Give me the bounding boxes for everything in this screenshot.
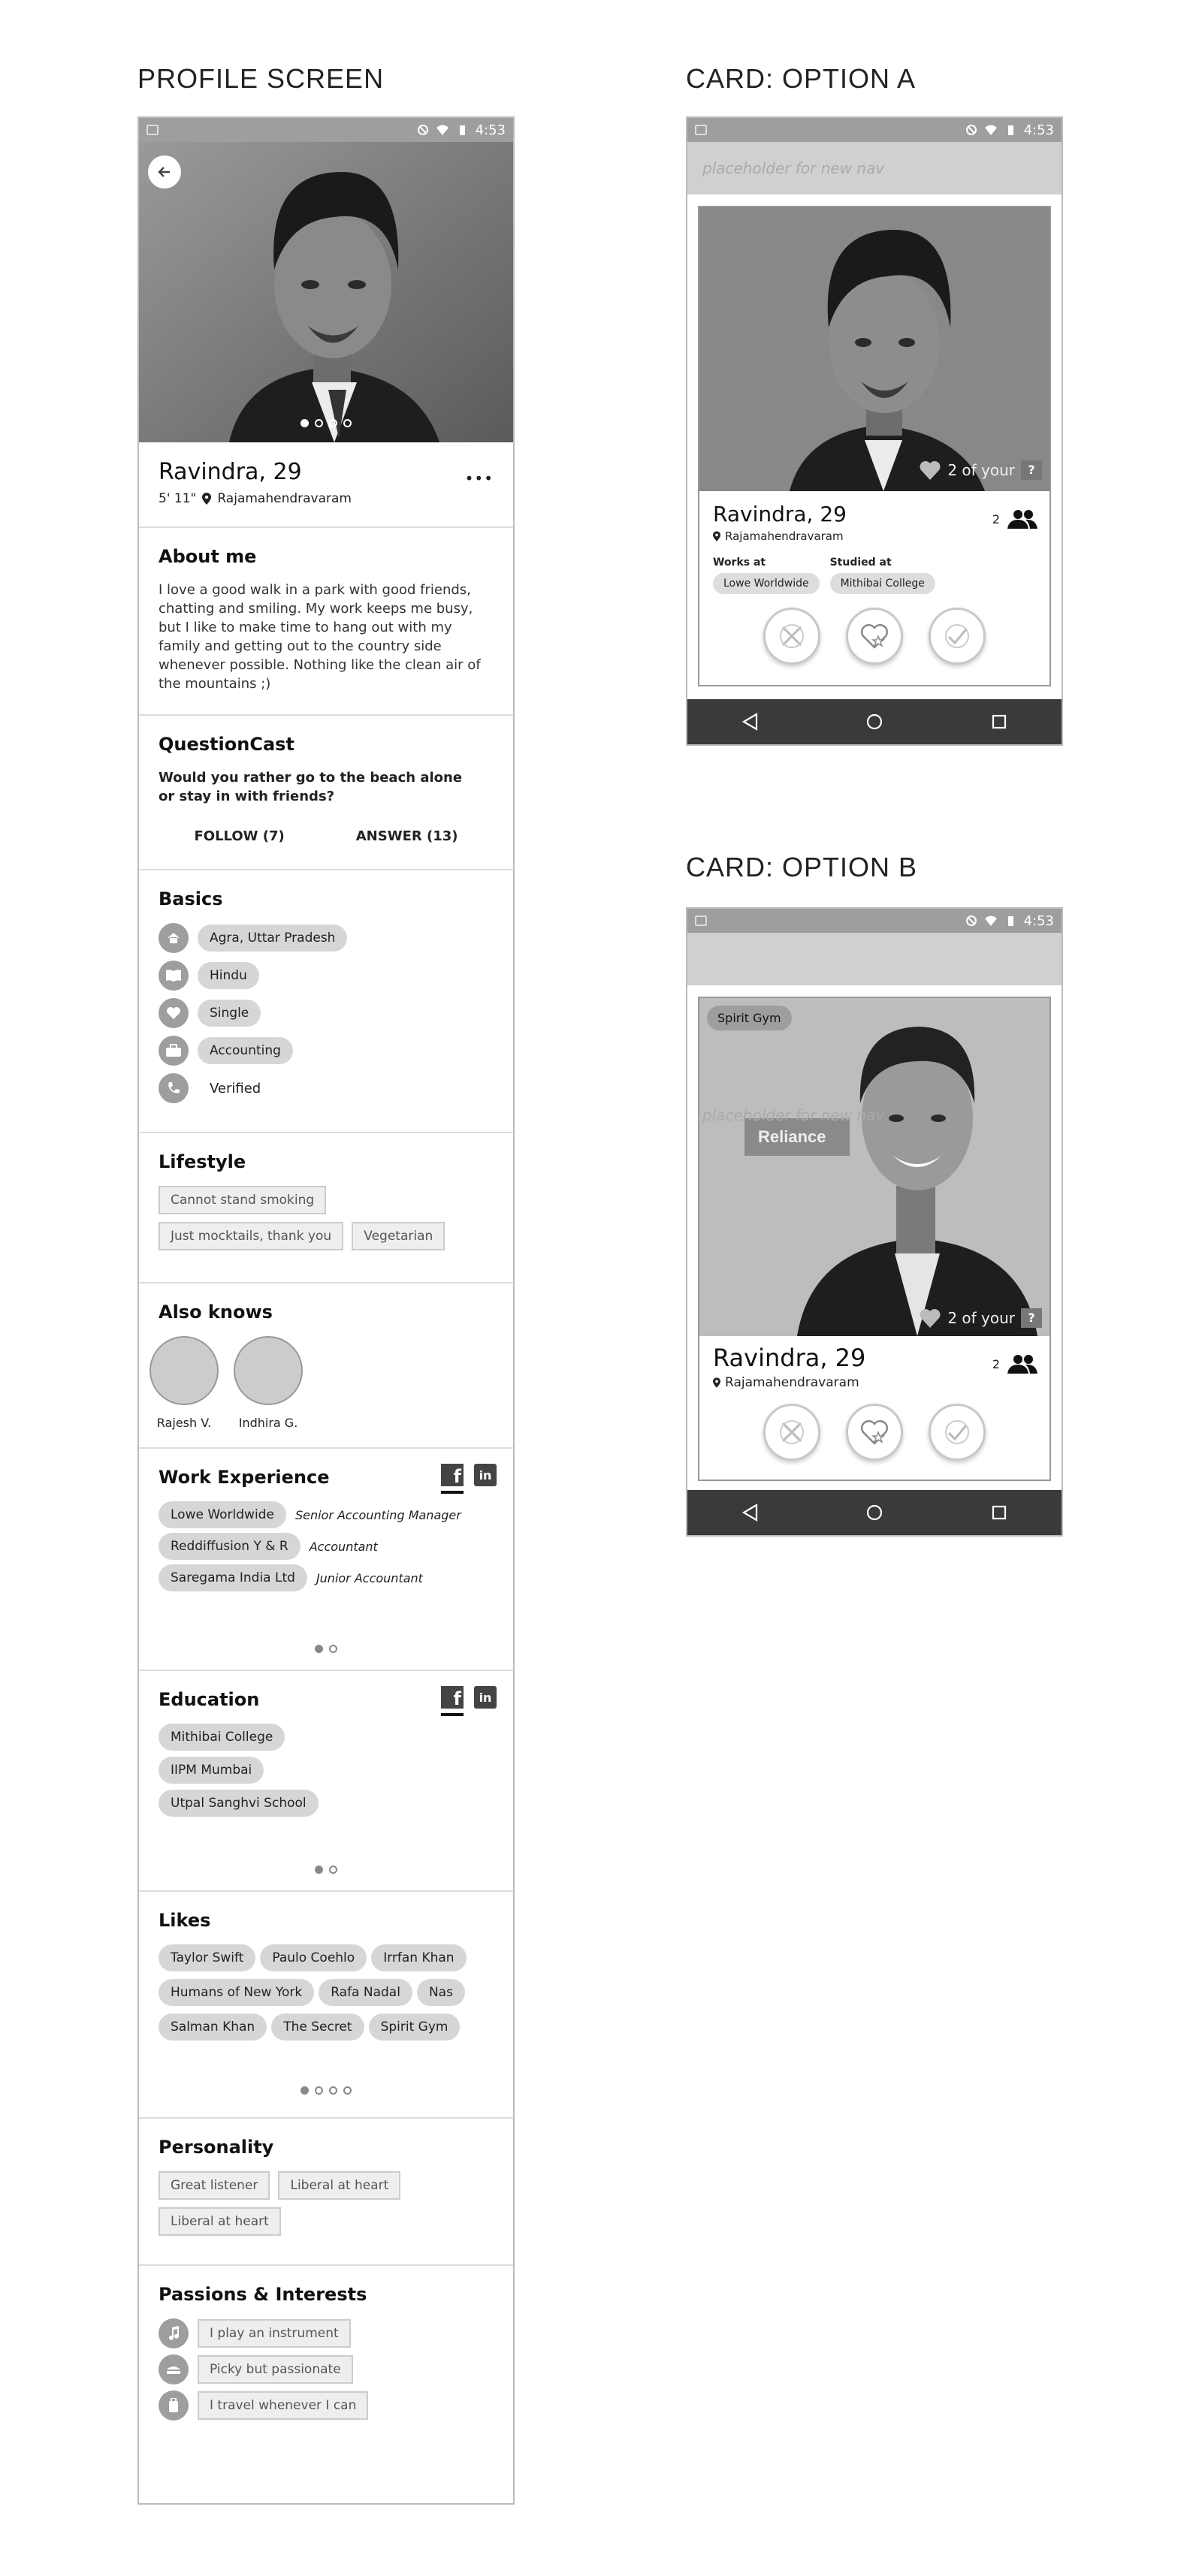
personality-section bbox=[139, 2117, 513, 2264]
battery-icon bbox=[456, 124, 468, 136]
wifi-icon bbox=[985, 915, 997, 927]
likes-pager[interactable] bbox=[139, 2086, 513, 2095]
education-pager[interactable] bbox=[139, 1866, 513, 1874]
questioncast-question: Would you rather go to the beach alone or stay in with friends? bbox=[159, 770, 463, 804]
profile-card[interactable] bbox=[698, 997, 1051, 1481]
lifestyle-tag: Just mocktails, thank you bbox=[159, 1222, 343, 1250]
card-photo-image bbox=[699, 207, 1049, 491]
wifi-icon bbox=[436, 124, 448, 136]
likes-section bbox=[139, 1890, 513, 2117]
location-pin-icon bbox=[202, 493, 211, 505]
works-at-label: Works at bbox=[713, 557, 766, 569]
work-role: Junior Accountant bbox=[316, 1570, 423, 1585]
work-title: Work Experience bbox=[159, 1467, 330, 1488]
help-icon[interactable]: ? bbox=[1021, 1308, 1042, 1328]
card-name: Ravindra, bbox=[713, 502, 814, 526]
status-time: 4:53 bbox=[1023, 912, 1054, 929]
nav-recents-icon[interactable] bbox=[991, 1504, 1007, 1521]
friend-count: 2 bbox=[992, 511, 1000, 526]
personality-tag: Liberal at heart bbox=[278, 2171, 400, 2200]
profile-photo[interactable] bbox=[139, 142, 513, 442]
avatar[interactable] bbox=[234, 1336, 303, 1405]
heart-star-icon bbox=[859, 1419, 889, 1446]
also-knows-title: Also knows bbox=[159, 1302, 273, 1323]
pager-dot[interactable] bbox=[300, 2086, 309, 2095]
battery-icon bbox=[1004, 915, 1016, 927]
education-chip: IIPM Mumbai bbox=[159, 1757, 264, 1784]
location-pin-icon bbox=[713, 1377, 720, 1388]
profile-photo-image bbox=[139, 142, 513, 442]
linkedin-icon[interactable]: in bbox=[474, 1464, 497, 1486]
lifestyle-tag: Vegetarian bbox=[352, 1222, 445, 1250]
close-icon bbox=[779, 623, 805, 649]
works-at-chip: Lowe Worldwide bbox=[713, 573, 820, 594]
nav-recents-icon[interactable] bbox=[991, 713, 1007, 730]
card-photo[interactable] bbox=[699, 998, 1049, 1336]
dnd-icon bbox=[965, 915, 977, 927]
profile-age: 29 bbox=[273, 459, 302, 485]
card-location: Rajamahendravaram bbox=[725, 529, 844, 543]
heart-icon bbox=[919, 460, 941, 481]
questioncast-title: QuestionCast bbox=[159, 734, 294, 755]
studied-at-label: Studied at bbox=[829, 557, 892, 569]
photo-pager[interactable] bbox=[139, 419, 513, 427]
pager-dot[interactable] bbox=[315, 1645, 323, 1653]
pager-dot[interactable] bbox=[329, 419, 337, 427]
people-icon bbox=[1007, 1354, 1037, 1374]
card-age: 29 bbox=[835, 1344, 866, 1372]
basics-chip: Single bbox=[198, 1000, 261, 1027]
card-a-phone-frame bbox=[686, 116, 1063, 746]
like-chip: Irrfan Khan bbox=[371, 1944, 466, 1971]
profile-height: 5' 11" bbox=[159, 491, 197, 506]
profile-screen-title: PROFILE SCREEN bbox=[137, 63, 385, 94]
card-option-a-title: CARD: OPTION A bbox=[686, 63, 917, 94]
pager-dot[interactable] bbox=[315, 1866, 323, 1874]
status-bar bbox=[687, 118, 1062, 142]
check-icon bbox=[944, 623, 970, 649]
facebook-icon[interactable]: f bbox=[441, 1686, 464, 1709]
card-photo[interactable] bbox=[699, 207, 1049, 491]
like-chip: Spirit Gym bbox=[369, 2013, 461, 2041]
like-button[interactable] bbox=[929, 1404, 986, 1461]
close-icon bbox=[779, 1419, 805, 1445]
basics-verified: Verified bbox=[210, 1080, 261, 1096]
passion-tag: I play an instrument bbox=[198, 2319, 351, 2348]
work-company-chip: Saregama India Ltd bbox=[159, 1564, 307, 1591]
questioncast-section bbox=[139, 714, 513, 869]
card-age: 29 bbox=[820, 502, 847, 526]
personality-title: Personality bbox=[159, 2137, 274, 2158]
personality-tag: Great listener bbox=[159, 2171, 270, 2200]
passion-tag: Picky but passionate bbox=[198, 2355, 353, 2384]
nav-home-icon[interactable] bbox=[865, 1504, 883, 1522]
heart-icon bbox=[159, 998, 189, 1028]
like-chip: Paulo Coehlo bbox=[260, 1944, 367, 1971]
pager-dot[interactable] bbox=[343, 419, 352, 427]
card-photo-image bbox=[699, 998, 1049, 1336]
work-pager[interactable] bbox=[139, 1645, 513, 1653]
pager-dot[interactable] bbox=[315, 419, 323, 427]
card-name: Ravindra, bbox=[713, 1344, 828, 1372]
profile-location: Rajamahendravaram bbox=[217, 491, 352, 506]
linkedin-icon[interactable]: in bbox=[474, 1686, 497, 1709]
help-icon[interactable]: ? bbox=[1021, 460, 1042, 480]
super-like-button[interactable] bbox=[846, 1404, 903, 1461]
nav-placeholder-text: placeholder for new nav bbox=[702, 159, 885, 177]
known-person[interactable] bbox=[234, 1336, 303, 1430]
pass-button[interactable] bbox=[763, 608, 820, 665]
status-bar bbox=[139, 118, 513, 142]
pager-dot[interactable] bbox=[329, 1866, 337, 1874]
basics-chip: Hindu bbox=[198, 962, 259, 989]
lifestyle-section bbox=[139, 1132, 513, 1282]
lifestyle-title: Lifestyle bbox=[159, 1151, 246, 1172]
about-text: I love a good walk in a park with good friends, chatting and smiling. My work keeps me busy, but I like to make time to hang out with my family and getting out to the country side whenever possible. Nothing like the clean air of the mountains ;) bbox=[159, 582, 481, 692]
like-chip: The Secret bbox=[271, 2013, 364, 2041]
known-person-name: Rajesh V. bbox=[156, 1416, 212, 1430]
nav-bar-empty bbox=[687, 933, 1062, 985]
like-chip: Taylor Swift bbox=[159, 1944, 255, 1971]
mutual-friends-text: 2 of your bbox=[947, 461, 1015, 479]
heart-star-icon bbox=[859, 623, 889, 650]
card-location: Rajamahendravaram bbox=[725, 1375, 859, 1390]
known-person-name: Indhira G. bbox=[238, 1416, 298, 1430]
check-icon bbox=[944, 1419, 970, 1445]
work-role: Accountant bbox=[309, 1539, 378, 1554]
nav-placeholder-text: placeholder for new nav bbox=[702, 1106, 885, 1124]
back-button[interactable] bbox=[148, 155, 181, 189]
android-nav-bar bbox=[687, 699, 1062, 744]
profile-phone-frame bbox=[137, 116, 515, 2505]
dnd-icon bbox=[417, 124, 429, 136]
more-options-button[interactable]: ••• bbox=[464, 469, 494, 487]
nav-home-icon[interactable] bbox=[865, 713, 883, 731]
notification-icon bbox=[146, 125, 159, 135]
passion-tag: I travel whenever I can bbox=[198, 2391, 368, 2420]
wifi-icon bbox=[985, 124, 997, 136]
answer-button[interactable]: ANSWER (13) bbox=[355, 828, 458, 844]
basics-chip: Accounting bbox=[198, 1037, 293, 1064]
pass-button[interactable] bbox=[763, 1404, 820, 1461]
phone-icon bbox=[159, 1073, 189, 1103]
like-chip: Nas bbox=[417, 1979, 465, 2006]
profile-name: Ravindra, bbox=[159, 459, 266, 485]
common-interest-tag[interactable]: Spirit Gym bbox=[707, 1006, 792, 1030]
follow-button[interactable]: FOLLOW (7) bbox=[194, 828, 285, 844]
basics-chip: Agra, Uttar Pradesh bbox=[198, 925, 347, 952]
known-person[interactable] bbox=[149, 1336, 219, 1430]
education-title: Education bbox=[159, 1689, 260, 1710]
about-section bbox=[139, 526, 513, 714]
background-sign: Reliance bbox=[758, 1127, 826, 1146]
book-icon bbox=[159, 961, 189, 991]
nav-back-icon[interactable] bbox=[741, 713, 758, 731]
basics-section bbox=[139, 869, 513, 1132]
arrow-left-icon bbox=[156, 164, 173, 180]
studied-at-chip: Mithibai College bbox=[830, 573, 935, 594]
music-note-icon bbox=[159, 2318, 189, 2348]
like-button[interactable] bbox=[929, 608, 986, 665]
about-title: About me bbox=[159, 546, 257, 567]
home-icon bbox=[159, 923, 189, 953]
card-option-b-title: CARD: OPTION B bbox=[686, 852, 918, 882]
like-chip: Rafa Nadal bbox=[319, 1979, 412, 2006]
mutual-friends-text: 2 of your bbox=[947, 1309, 1015, 1327]
luggage-icon bbox=[159, 2390, 189, 2421]
work-experience-section bbox=[139, 1447, 513, 1670]
like-chip: Humans of New York bbox=[159, 1979, 314, 2006]
profile-header bbox=[139, 442, 513, 526]
passions-title: Passions & Interests bbox=[159, 2284, 367, 2305]
personality-tag: Liberal at heart bbox=[159, 2207, 281, 2236]
like-chip: Salman Khan bbox=[159, 2013, 267, 2041]
card-b-phone-frame bbox=[686, 907, 1063, 1537]
work-role: Senior Accounting Manager bbox=[294, 1507, 461, 1522]
people-icon bbox=[1007, 509, 1037, 529]
pager-dot[interactable] bbox=[329, 1645, 337, 1653]
nav-back-icon[interactable] bbox=[741, 1504, 758, 1522]
pager-dot[interactable] bbox=[315, 2086, 323, 2095]
passions-section bbox=[139, 2264, 513, 2490]
dnd-icon bbox=[965, 124, 977, 136]
android-nav-bar bbox=[687, 1490, 1062, 1535]
location-pin-icon bbox=[713, 531, 720, 541]
lifestyle-tag: Cannot stand smoking bbox=[159, 1186, 326, 1214]
education-section bbox=[139, 1670, 513, 1890]
friend-count: 2 bbox=[992, 1356, 1000, 1371]
battery-icon bbox=[1004, 124, 1016, 136]
work-company-chip: Reddiffusion Y & R bbox=[159, 1533, 300, 1560]
pager-dot[interactable] bbox=[343, 2086, 352, 2095]
avatar[interactable] bbox=[149, 1336, 219, 1405]
status-time: 4:53 bbox=[1023, 122, 1054, 138]
briefcase-icon bbox=[159, 1036, 189, 1066]
pager-dot[interactable] bbox=[300, 419, 309, 427]
heart-icon bbox=[919, 1308, 941, 1329]
facebook-icon[interactable]: f bbox=[441, 1464, 464, 1486]
nav-placeholder bbox=[687, 142, 1062, 195]
notification-icon bbox=[695, 915, 707, 926]
status-bar bbox=[687, 909, 1062, 933]
work-company-chip: Lowe Worldwide bbox=[159, 1501, 286, 1528]
basics-title: Basics bbox=[159, 888, 223, 909]
also-knows-section bbox=[139, 1282, 513, 1447]
food-icon bbox=[159, 2354, 189, 2384]
status-time: 4:53 bbox=[475, 122, 506, 138]
super-like-button[interactable] bbox=[846, 608, 903, 665]
likes-title: Likes bbox=[159, 1910, 211, 1931]
profile-card[interactable] bbox=[698, 206, 1051, 686]
education-chip: Utpal Sanghvi School bbox=[159, 1790, 319, 1817]
pager-dot[interactable] bbox=[329, 2086, 337, 2095]
education-chip: Mithibai College bbox=[159, 1724, 285, 1751]
notification-icon bbox=[695, 125, 707, 135]
